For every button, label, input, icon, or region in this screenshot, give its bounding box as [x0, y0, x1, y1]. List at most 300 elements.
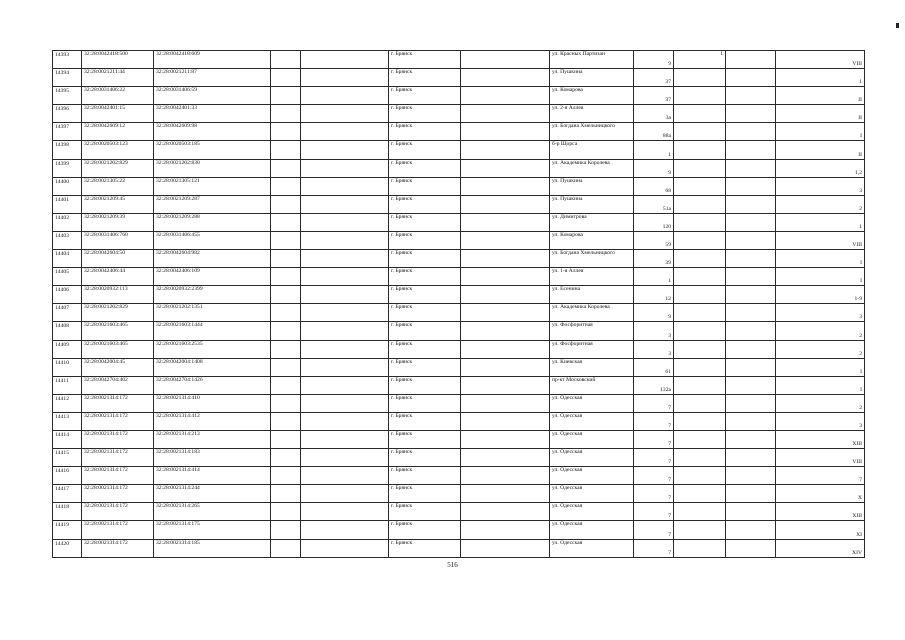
cell-empty: [271, 340, 301, 358]
cell-extra: [674, 250, 726, 268]
cell-parcel-cadastral: 32:28:0021314:172: [82, 485, 154, 503]
cell-street: ул. 1-я Аллея: [550, 268, 634, 286]
cell-street: ул. Одесская: [550, 412, 634, 430]
cell-extra: [674, 430, 726, 448]
cell-empty: [461, 430, 550, 448]
cell-parcel-cadastral: 32:28:0021603:465: [82, 340, 154, 358]
cell-city: г. Брянск: [389, 231, 461, 249]
cell-extra: [674, 358, 726, 376]
cell-empty: [461, 231, 550, 249]
cell-premises: 1,2: [776, 159, 865, 177]
cell-number: 14420: [53, 539, 82, 557]
cell-city: г. Брянск: [389, 51, 461, 69]
cell-parcel-cadastral: 32:28:0021314:172: [82, 412, 154, 430]
cell-empty: [271, 123, 301, 141]
cell-empty: [726, 340, 776, 358]
cell-extra: [674, 521, 726, 539]
cell-house: 7: [634, 539, 674, 557]
cell-empty: [301, 231, 389, 249]
register-table: [52, 50, 865, 558]
cell-empty: [301, 123, 389, 141]
table-row: [53, 322, 865, 340]
cell-extra: [674, 503, 726, 521]
cell-parcel-cadastral: 32:28:0021314:172: [82, 467, 154, 485]
cell-object-cadastral: 32:28:0021202:1351: [154, 304, 271, 322]
cell-street: ул. Одесская: [550, 449, 634, 467]
table-row: [53, 430, 865, 448]
cell-empty: [271, 231, 301, 249]
cell-house: 1: [634, 141, 674, 159]
cell-number: 14393: [53, 51, 82, 69]
cell-city: г. Брянск: [389, 485, 461, 503]
cell-city: г. Брянск: [389, 105, 461, 123]
cell-empty: [271, 521, 301, 539]
cell-empty: [301, 539, 389, 557]
cell-number: 14416: [53, 467, 82, 485]
table-row: [53, 503, 865, 521]
cell-house: 39: [634, 250, 674, 268]
cell-number: 14396: [53, 105, 82, 123]
cell-house: 7: [634, 467, 674, 485]
cell-number: 14415: [53, 449, 82, 467]
cell-house: 59: [634, 231, 674, 249]
cell-empty: [726, 87, 776, 105]
cell-extra: [674, 159, 726, 177]
cell-empty: [461, 485, 550, 503]
cell-empty: [726, 322, 776, 340]
cell-empty: [726, 69, 776, 87]
cell-empty: [726, 376, 776, 394]
page-number: 516: [447, 561, 458, 569]
cell-parcel-cadastral: 32:28:0042004:45: [82, 358, 154, 376]
cell-city: г. Брянск: [389, 286, 461, 304]
cell-street: ул. Димитрова: [550, 213, 634, 231]
cell-premises: 7: [776, 467, 865, 485]
cell-object-cadastral: 32:28:0031406:59: [154, 87, 271, 105]
cell-parcel-cadastral: 32:28:0021314:172: [82, 521, 154, 539]
table-row: [53, 521, 865, 539]
cell-empty: [301, 87, 389, 105]
cell-empty: [726, 539, 776, 557]
cell-city: г. Брянск: [389, 376, 461, 394]
cell-empty: [301, 195, 389, 213]
cell-empty: [461, 105, 550, 123]
cell-extra: [674, 286, 726, 304]
cell-street: пр-кт Московский: [550, 376, 634, 394]
cell-object-cadastral: 32:28:0021603:2535: [154, 340, 271, 358]
cell-empty: [461, 449, 550, 467]
cell-parcel-cadastral: 32:28:0021314:172: [82, 539, 154, 557]
cell-empty: [726, 286, 776, 304]
cell-house: 37: [634, 69, 674, 87]
cell-number: 14398: [53, 141, 82, 159]
cell-city: г. Брянск: [389, 159, 461, 177]
cell-empty: [726, 268, 776, 286]
cell-object-cadastral: 32:28:0020932:2399: [154, 286, 271, 304]
cell-street: ул. Одесская: [550, 503, 634, 521]
cell-empty: [461, 322, 550, 340]
table-row: [53, 231, 865, 249]
cell-parcel-cadastral: 32:28:0021314:172: [82, 394, 154, 412]
cell-empty: [726, 358, 776, 376]
cell-empty: [301, 286, 389, 304]
cell-parcel-cadastral: 32:28:0021202:829: [82, 304, 154, 322]
cell-premises: 2: [776, 195, 865, 213]
cell-house: 7: [634, 412, 674, 430]
cell-empty: [271, 51, 301, 69]
cell-city: г. Брянск: [389, 123, 461, 141]
cell-parcel-cadastral: 32:28:0020503:123: [82, 141, 154, 159]
cell-empty: [301, 412, 389, 430]
cell-house: 132а: [634, 376, 674, 394]
cell-house: 37: [634, 87, 674, 105]
cell-street: ул. Пушкина: [550, 177, 634, 195]
cell-extra: [674, 394, 726, 412]
cell-city: г. Брянск: [389, 467, 461, 485]
cell-premises: I: [776, 358, 865, 376]
cell-number: 14400: [53, 177, 82, 195]
cell-street: ул. Есенина: [550, 286, 634, 304]
cell-extra: [674, 69, 726, 87]
cell-street: ул. Пушкина: [550, 195, 634, 213]
cell-parcel-cadastral: 32:28:0021314:172: [82, 449, 154, 467]
cell-empty: [301, 213, 389, 231]
cell-empty: [461, 159, 550, 177]
cell-number: 14411: [53, 376, 82, 394]
cell-empty: [461, 268, 550, 286]
cell-street: ул. Академика Королева: [550, 159, 634, 177]
cell-extra: [674, 231, 726, 249]
cell-house: 51а: [634, 195, 674, 213]
cell-object-cadastral: 32:28:0021314:410: [154, 394, 271, 412]
table-row: [53, 376, 865, 394]
cell-empty: [301, 340, 389, 358]
cell-object-cadastral: 32:28:0042406:109: [154, 268, 271, 286]
cell-empty: [726, 123, 776, 141]
cell-empty: [461, 503, 550, 521]
cell-empty: [301, 51, 389, 69]
cell-object-cadastral: 32:28:0021314:412: [154, 412, 271, 430]
cell-empty: [461, 141, 550, 159]
cell-premises: II: [776, 141, 865, 159]
table-row: [53, 340, 865, 358]
cell-house: 7: [634, 503, 674, 521]
cell-empty: [726, 449, 776, 467]
cell-parcel-cadastral: 32:28:0042604:50: [82, 250, 154, 268]
cell-number: 14414: [53, 430, 82, 448]
cell-house: 7: [634, 394, 674, 412]
cell-extra: [674, 177, 726, 195]
cell-empty: [461, 304, 550, 322]
cell-empty: [301, 69, 389, 87]
cell-street: ул. Одесская: [550, 430, 634, 448]
table-row: [53, 358, 865, 376]
cell-number: 14395: [53, 87, 82, 105]
cell-number: 14397: [53, 123, 82, 141]
cell-parcel-cadastral: 32:28:0031406:22: [82, 87, 154, 105]
cell-premises: I: [776, 123, 865, 141]
cell-premises: XIII: [776, 503, 865, 521]
cell-empty: [726, 412, 776, 430]
cell-extra: [674, 485, 726, 503]
cell-empty: [271, 268, 301, 286]
cell-premises: 1: [776, 69, 865, 87]
cell-number: 14412: [53, 394, 82, 412]
cell-number: 14413: [53, 412, 82, 430]
cell-city: г. Брянск: [389, 250, 461, 268]
cell-empty: [726, 430, 776, 448]
cell-house: 7: [634, 430, 674, 448]
cell-empty: [301, 449, 389, 467]
cell-premises: 2: [776, 322, 865, 340]
table-row: [53, 467, 865, 485]
cell-parcel-cadastral: 32:28:0021305:22: [82, 177, 154, 195]
cell-empty: [301, 159, 389, 177]
cell-extra: 1: [674, 51, 726, 69]
cell-number: 14399: [53, 159, 82, 177]
cell-extra: [674, 467, 726, 485]
cell-premises: 2: [776, 340, 865, 358]
cell-premises: II: [776, 87, 865, 105]
cell-empty: [301, 322, 389, 340]
table-row: [53, 485, 865, 503]
cell-empty: [726, 177, 776, 195]
table-row: [53, 250, 865, 268]
cell-number: 14404: [53, 250, 82, 268]
cell-house: 9: [634, 159, 674, 177]
cell-premises: 1-9: [776, 286, 865, 304]
cell-extra: [674, 213, 726, 231]
cell-empty: [461, 286, 550, 304]
cell-parcel-cadastral: 32:28:0021211:44: [82, 69, 154, 87]
cell-parcel-cadastral: 32:28:0021603:465: [82, 322, 154, 340]
cell-empty: [461, 177, 550, 195]
cell-city: г. Брянск: [389, 322, 461, 340]
cell-empty: [726, 195, 776, 213]
table-row: [53, 51, 865, 69]
cell-house: 3а: [634, 105, 674, 123]
cell-street: ул. Одесская: [550, 485, 634, 503]
cell-house: 7: [634, 521, 674, 539]
cell-city: г. Брянск: [389, 213, 461, 231]
cell-empty: [301, 177, 389, 195]
cell-empty: [461, 521, 550, 539]
cell-house: 88а: [634, 123, 674, 141]
cell-street: ул. Киевская: [550, 358, 634, 376]
cell-empty: [271, 358, 301, 376]
table-row: [53, 286, 865, 304]
cell-street: ул. Комарова: [550, 231, 634, 249]
table-row: [53, 268, 865, 286]
cell-premises: 3: [776, 304, 865, 322]
cell-empty: [726, 105, 776, 123]
cell-parcel-cadastral: 32:28:0020932:113: [82, 286, 154, 304]
cell-city: г. Брянск: [389, 340, 461, 358]
cell-empty: [271, 539, 301, 557]
cell-empty: [461, 250, 550, 268]
table-row: [53, 69, 865, 87]
cell-premises: VIII: [776, 449, 865, 467]
cell-empty: [461, 123, 550, 141]
cell-object-cadastral: 32:28:0020503:185: [154, 141, 271, 159]
table-row: [53, 394, 865, 412]
cell-empty: [271, 430, 301, 448]
cell-object-cadastral: 32:28:0042604:982: [154, 250, 271, 268]
cell-empty: [271, 322, 301, 340]
table-row: [53, 105, 865, 123]
cell-empty: [301, 105, 389, 123]
cell-number: 14403: [53, 231, 82, 249]
cell-number: 14401: [53, 195, 82, 213]
cell-city: г. Брянск: [389, 358, 461, 376]
cell-parcel-cadastral: 32:28:0021314:172: [82, 503, 154, 521]
cell-city: г. Брянск: [389, 394, 461, 412]
cell-empty: [271, 195, 301, 213]
cell-extra: [674, 376, 726, 394]
cell-city: г. Брянск: [389, 304, 461, 322]
cell-premises: 3: [776, 412, 865, 430]
cell-city: г. Брянск: [389, 503, 461, 521]
table-row: [53, 304, 865, 322]
cell-city: г. Брянск: [389, 195, 461, 213]
cell-empty: [726, 213, 776, 231]
cell-parcel-cadastral: 32:28:0031406:760: [82, 231, 154, 249]
cell-empty: [271, 485, 301, 503]
table-row: [53, 449, 865, 467]
cell-street: ул. Пушкина: [550, 69, 634, 87]
cell-number: 14402: [53, 213, 82, 231]
cell-object-cadastral: 32:28:0021314:244: [154, 485, 271, 503]
cell-street: ул. Красных Партизан: [550, 51, 634, 69]
table-row: [53, 412, 865, 430]
cell-premises: VIII: [776, 231, 865, 249]
cell-empty: [461, 467, 550, 485]
cell-street: ул. Одесская: [550, 521, 634, 539]
table-row: [53, 195, 865, 213]
cell-parcel-cadastral: 32:28:0042401:15: [82, 105, 154, 123]
cell-premises: 1: [776, 213, 865, 231]
cell-extra: [674, 141, 726, 159]
cell-object-cadastral: 32:28:0021314:414: [154, 467, 271, 485]
cell-empty: [461, 539, 550, 557]
cell-object-cadastral: 32:28:0021305:121: [154, 177, 271, 195]
cell-object-cadastral: 32:28:0021314:213: [154, 430, 271, 448]
cell-empty: [301, 430, 389, 448]
cell-premises: I: [776, 268, 865, 286]
cell-parcel-cadastral: 32:28:0042406:44: [82, 268, 154, 286]
cell-empty: [271, 467, 301, 485]
cell-empty: [461, 394, 550, 412]
cell-parcel-cadastral: 32:28:0021202:829: [82, 159, 154, 177]
cell-parcel-cadastral: 32:28:0042609:12: [82, 123, 154, 141]
cell-empty: [461, 195, 550, 213]
cell-number: 14408: [53, 322, 82, 340]
cell-premises: XIII: [776, 430, 865, 448]
cell-house: 120: [634, 213, 674, 231]
cell-empty: [726, 503, 776, 521]
cell-extra: [674, 304, 726, 322]
cell-city: г. Брянск: [389, 521, 461, 539]
cell-extra: [674, 123, 726, 141]
cell-premises: I: [776, 250, 865, 268]
cell-empty: [271, 286, 301, 304]
cell-street: ул. Богдана Хмельницкого: [550, 250, 634, 268]
cell-empty: [271, 87, 301, 105]
table-body: [53, 51, 865, 558]
cell-empty: [271, 141, 301, 159]
cell-empty: [726, 250, 776, 268]
table-row: [53, 177, 865, 195]
cell-premises: VIII: [776, 51, 865, 69]
cell-object-cadastral: 32:28:0042004:1408: [154, 358, 271, 376]
cell-house: 7: [634, 449, 674, 467]
cell-house: 68: [634, 177, 674, 195]
cell-empty: [271, 177, 301, 195]
cell-empty: [301, 503, 389, 521]
cell-house: 61: [634, 358, 674, 376]
cell-object-cadastral: 32:28:0021211:87: [154, 69, 271, 87]
cell-empty: [271, 213, 301, 231]
cell-house: 9: [634, 51, 674, 69]
cell-empty: [301, 485, 389, 503]
table-row: [53, 213, 865, 231]
cell-empty: [726, 51, 776, 69]
cell-street: ул. Фосфоритная: [550, 322, 634, 340]
cell-extra: [674, 87, 726, 105]
cell-empty: [271, 105, 301, 123]
cell-house: 9: [634, 304, 674, 322]
cell-empty: [301, 376, 389, 394]
cell-parcel-cadastral: 32:28:0042418:500: [82, 51, 154, 69]
cell-street: ул. Одесская: [550, 394, 634, 412]
cell-empty: [301, 250, 389, 268]
cell-extra: [674, 268, 726, 286]
cell-object-cadastral: 32:28:0042401:33: [154, 105, 271, 123]
table-row: [53, 141, 865, 159]
cell-parcel-cadastral: 32:28:0042704:402: [82, 376, 154, 394]
cell-city: г. Брянск: [389, 412, 461, 430]
cell-city: г. Брянск: [389, 177, 461, 195]
cell-city: г. Брянск: [389, 141, 461, 159]
cell-empty: [726, 231, 776, 249]
cell-street: ул. Одесская: [550, 539, 634, 557]
cell-premises: XI: [776, 521, 865, 539]
cell-number: 14394: [53, 69, 82, 87]
table-row: [53, 123, 865, 141]
cell-premises: 2: [776, 394, 865, 412]
cell-empty: [726, 394, 776, 412]
cell-street: ул. 2-я Аллея: [550, 105, 634, 123]
cell-empty: [271, 69, 301, 87]
cell-premises: 3: [776, 177, 865, 195]
cell-number: 14407: [53, 304, 82, 322]
cell-street: б-р Щорса: [550, 141, 634, 159]
cell-empty: [461, 51, 550, 69]
cell-empty: [271, 503, 301, 521]
cell-house: 3: [634, 322, 674, 340]
cell-empty: [726, 485, 776, 503]
cell-city: г. Брянск: [389, 69, 461, 87]
cell-empty: [461, 213, 550, 231]
cell-house: 1: [634, 268, 674, 286]
cell-street: ул. Богдана Хмельницкого: [550, 123, 634, 141]
cell-extra: [674, 195, 726, 213]
cell-empty: [301, 268, 389, 286]
cell-empty: [301, 521, 389, 539]
cell-premises: XIV: [776, 539, 865, 557]
cell-object-cadastral: 32:28:0021314:265: [154, 503, 271, 521]
cell-empty: [461, 412, 550, 430]
